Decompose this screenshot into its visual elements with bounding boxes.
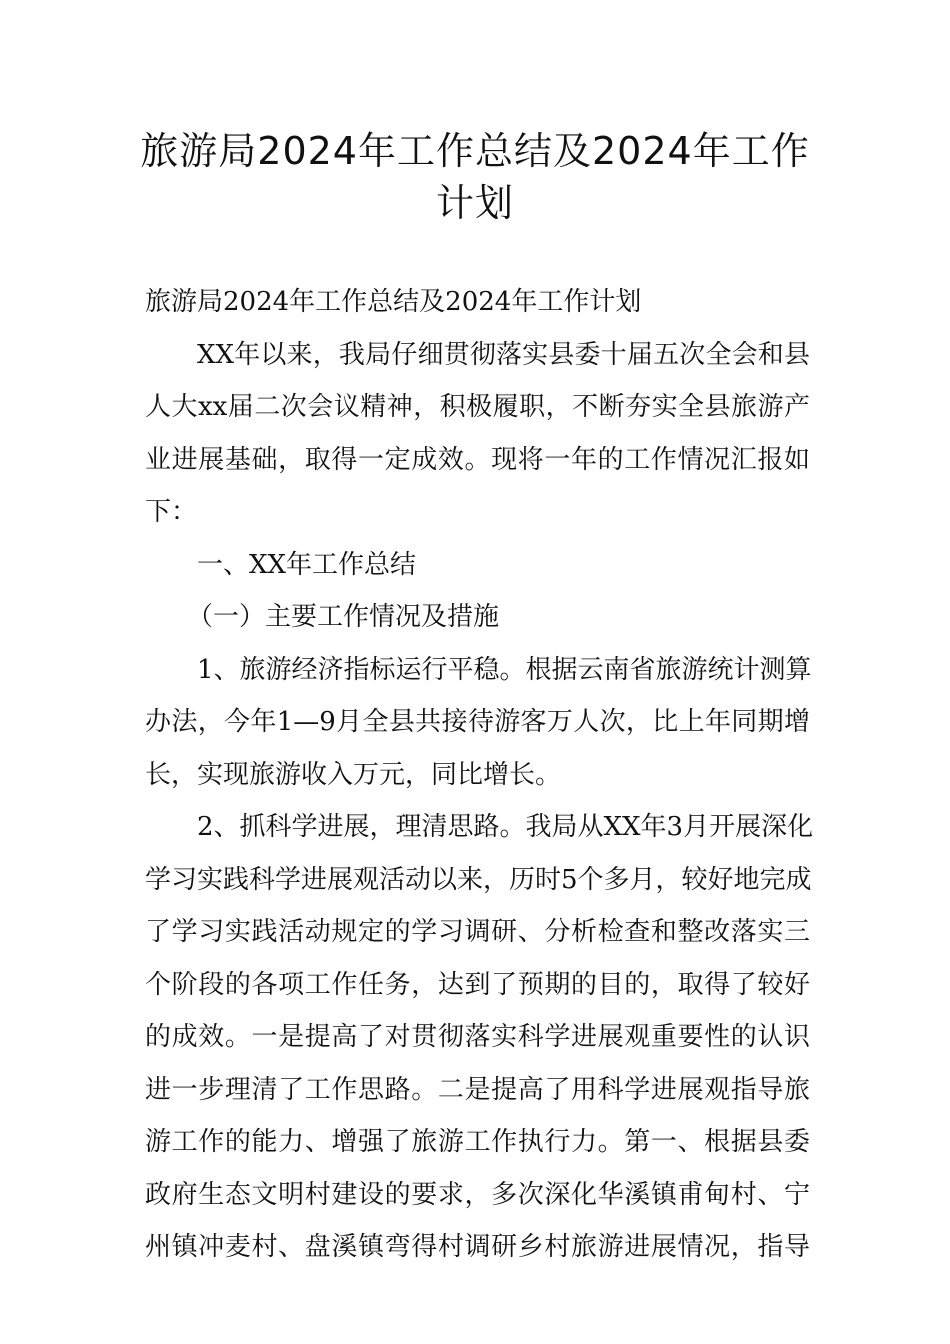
paragraph-line: 办法，今年1—9月全县共接待游客万人次，比上年同期增 — [145, 707, 810, 737]
paragraph-line: 政府生态文明村建设的要求，多次深化华溪镇甫甸村、宁 — [145, 1179, 810, 1210]
paragraph-line: 的成效。一是提高了对贯彻落实科学进展观重要性的认识 — [145, 1022, 810, 1052]
paragraph-line: 下： — [145, 497, 198, 527]
paragraph-line: 1、旅游经济指标运行平稳。根据云南省旅游统计测算 — [197, 654, 812, 685]
paragraph-line: 业进展基础，取得一定成效。现将一年的工作情况汇报如 — [145, 444, 810, 475]
paragraph-line: 长，实现旅游收入万元，同比增长。 — [145, 759, 562, 790]
document-body — [145, 276, 814, 1274]
paragraph-line: 进一步理清了工作思路。二是提高了用科学进展观指导旅 — [145, 1074, 810, 1105]
paragraph-line: XX年以来，我局仔细贯彻落实县委十届五次全会和县 — [197, 339, 810, 370]
paragraph-line: 个阶段的各项工作任务，达到了预期的目的，取得了较好 — [145, 969, 810, 1000]
title-line-1: 旅游局2024年工作总结及2024年工作 — [140, 129, 810, 173]
paragraph-line: 州镇冲麦村、盘溪镇弯得村调研乡村旅游进展情况，指导 — [145, 1232, 810, 1262]
section-heading: 一、XX年工作总结 — [197, 549, 417, 580]
paragraph-line: 了学习实践活动规定的学习调研、分析检查和整改落实三 — [145, 917, 810, 947]
subsection-heading: （一）主要工作情况及措施 — [187, 602, 500, 632]
paragraph-line: 人大xx届二次会议精神，积极履职，不断夯实全县旅游产 — [145, 392, 810, 422]
paragraph-line: 2、抓科学进展，理清思路。我局从XX年3月开展深化 — [197, 812, 814, 842]
document-title — [100, 125, 850, 229]
paragraph-line: 游工作的能力、增强了旅游工作执行力。第一、根据县委 — [145, 1127, 810, 1157]
document-subtitle: 旅游局2024年工作总结及2024年工作计划 — [145, 287, 642, 317]
paragraph-line: 学习实践科学进展观活动以来，历时5个多月，较好地完成 — [145, 864, 812, 895]
title-line-2: 计划 — [435, 181, 514, 225]
